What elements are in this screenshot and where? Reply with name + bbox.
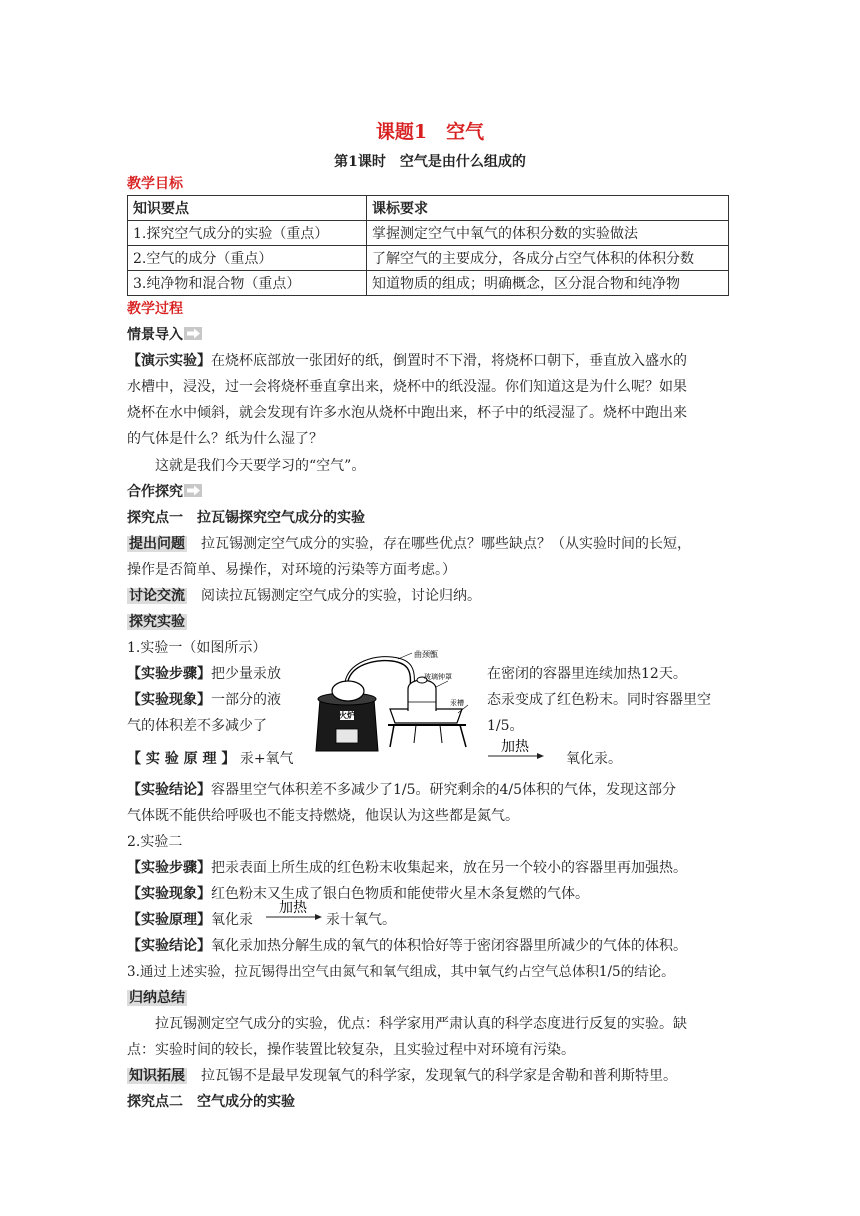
exp2-phen: 【实验现象】红色粉末又生成了银白色物质和能使带火星木条复燃的气体。 bbox=[127, 886, 589, 902]
heat-label: 加热 bbox=[279, 900, 307, 916]
point1-heading: 探究点一 拉瓦锡探究空气成分的实验 bbox=[127, 510, 365, 526]
label-retort: 曲颈甑 bbox=[414, 650, 438, 659]
exp1-phen-left: 【实验现象】一部分的液 bbox=[127, 692, 281, 708]
arrow-icon bbox=[184, 327, 202, 340]
table-row bbox=[128, 196, 729, 221]
ask-tag: 提出问题 bbox=[129, 536, 185, 552]
apparatus-drawing bbox=[312, 647, 482, 755]
section-coop bbox=[127, 482, 202, 503]
lesson-subtitle: 第1课时 空气是由什么组成的 bbox=[334, 154, 526, 170]
demo-line-5: 这就是我们今天要学习的“空气”。 bbox=[155, 458, 366, 474]
table-row bbox=[128, 246, 729, 271]
heat-arrow-2 bbox=[265, 899, 323, 925]
label-furnace: 火炉 bbox=[339, 711, 355, 720]
summary-line-1: 拉瓦锡测定空气成分的实验，优点：科学家用严肃认真的科学态度进行反复的实验。缺 bbox=[155, 1016, 687, 1032]
exp3-conclusion: 3.通过上述实验，拉瓦锡得出空气由氮气和氧气组成，其中氧气约占空气总体积1/5的结论。 bbox=[127, 964, 675, 980]
exp2-concl: 【实验结论】氧化汞加热分解生成的氧气的体积恰好等于密闭容器里所减少的气体的体积。 bbox=[127, 938, 687, 954]
label-bell-jar: 玻璃钟罩 bbox=[424, 673, 452, 681]
exp1-concl-line-2: 气体既不能供给呼吸也不能支持燃烧，他误认为这些都是氮气。 bbox=[127, 808, 519, 824]
heat-label: 加热 bbox=[501, 739, 529, 755]
process-heading: 教学过程 bbox=[127, 301, 183, 317]
arrow-icon bbox=[184, 484, 202, 497]
ask-line-2: 操作是否简单、易操作，对环境的污染等方面考虑。） bbox=[127, 562, 456, 578]
summary-line-2: 点：实验时间的较长，操作装置比较复杂，且实验过程中对环境有污染。 bbox=[127, 1042, 575, 1058]
table-cell: 了解空气的主要成分，各成分占空气体积的体积分数 bbox=[367, 246, 729, 271]
table-row bbox=[128, 271, 729, 296]
label-trough: 汞槽 bbox=[450, 699, 464, 707]
exp1-title: 1.实验一（如图所示） bbox=[127, 640, 267, 656]
demo-line-1: 【演示实验】在烧杯底部放一张团好的纸，倒置时不下滑，将烧杯口朝下，垂直放入盛水的 bbox=[127, 353, 687, 369]
demo-line-4: 的气体是什么？纸为什么湿了？ bbox=[127, 431, 323, 447]
demo-line-2: 水槽中，浸没，过一会将烧杯垂直拿出来，烧杯中的纸没湿。你们知道这是为什么呢？如果 bbox=[127, 379, 687, 395]
exp1-step-right: 在密闭的容器里连续加热12天。 bbox=[487, 666, 687, 682]
table-cell: 1.探究空气成分的实验（重点） bbox=[128, 221, 367, 246]
exp2-title: 2.实验二 bbox=[127, 834, 183, 850]
table-header-cell: 课标要求 bbox=[367, 196, 729, 221]
lavoisier-apparatus-figure bbox=[312, 647, 482, 755]
exp-tag: 探究实验 bbox=[129, 614, 185, 630]
extension-tag: 知识拓展 bbox=[129, 1068, 185, 1084]
lesson-title: 课题1 空气 bbox=[375, 121, 485, 143]
demo-line-3: 烧杯在水中倾斜，就会发现有许多水泡从烧杯中跑出来，杯子中的纸浸湿了。烧杯中跑出来 bbox=[127, 405, 687, 421]
exp-heading bbox=[127, 612, 187, 633]
heat-arrow bbox=[487, 738, 545, 764]
table-cell: 3.纯净物和混合物（重点） bbox=[128, 271, 367, 296]
discuss-line: 讨论交流 阅读拉瓦锡测定空气成分的实验，讨论归纳。 bbox=[129, 588, 481, 604]
table-cell: 2.空气的成分（重点） bbox=[128, 246, 367, 271]
coop-label: 合作探究 bbox=[127, 484, 183, 500]
extension-line: 知识拓展 拉瓦锡不是最早发现氧气的科学家，发现氧气的科学家是舍勒和普利斯特里。 bbox=[129, 1068, 677, 1084]
summary-heading bbox=[127, 988, 187, 1009]
table-cell: 知道物质的组成；明确概念，区分混合物和纯净物 bbox=[367, 271, 729, 296]
exp2-principle-product: 汞十氧气。 bbox=[326, 912, 396, 928]
exp1-principle: 【 实 验 原 理 】 汞+氧气 bbox=[127, 751, 294, 767]
intro-label: 情景导入 bbox=[127, 327, 183, 343]
point2-heading: 探究点二 空气成分的实验 bbox=[127, 1094, 295, 1110]
discuss-tag: 讨论交流 bbox=[129, 588, 185, 604]
exp1-step-left: 【实验步骤】把少量汞放 bbox=[127, 666, 281, 682]
exp2-principle: 【实验原理】氧化汞 bbox=[127, 912, 253, 928]
goals-table bbox=[127, 195, 729, 296]
table-cell: 掌握测定空气中氧气的体积分数的实验做法 bbox=[367, 221, 729, 246]
exp1-principle-product: 氧化汞。 bbox=[566, 751, 622, 767]
exp1-concl-line-1: 【实验结论】容器里空气体积差不多减少了1/5。研究剩余的4/5体积的气体，发现这部分 bbox=[127, 782, 677, 798]
exp1-phen-left-2: 气的体积差不多减少了 bbox=[127, 718, 267, 734]
ask-line-1: 提出问题 拉瓦锡测定空气成分的实验，存在哪些优点？哪些缺点？（从实验时间的长短， bbox=[129, 536, 691, 552]
goals-heading: 教学目标 bbox=[127, 176, 183, 192]
exp2-step: 【实验步骤】把汞表面上所生成的红色粉末收集起来，放在另一个较小的容器里再加强热。 bbox=[127, 860, 687, 876]
section-intro bbox=[127, 325, 202, 346]
summary-tag: 归纳总结 bbox=[129, 990, 185, 1006]
table-header-cell: 知识要点 bbox=[128, 196, 367, 221]
table-row bbox=[128, 221, 729, 246]
exp1-phen-right: 态汞变成了红色粉末。同时容器里空 bbox=[487, 692, 711, 708]
exp1-phen-right-2: 1/5。 bbox=[487, 718, 524, 734]
